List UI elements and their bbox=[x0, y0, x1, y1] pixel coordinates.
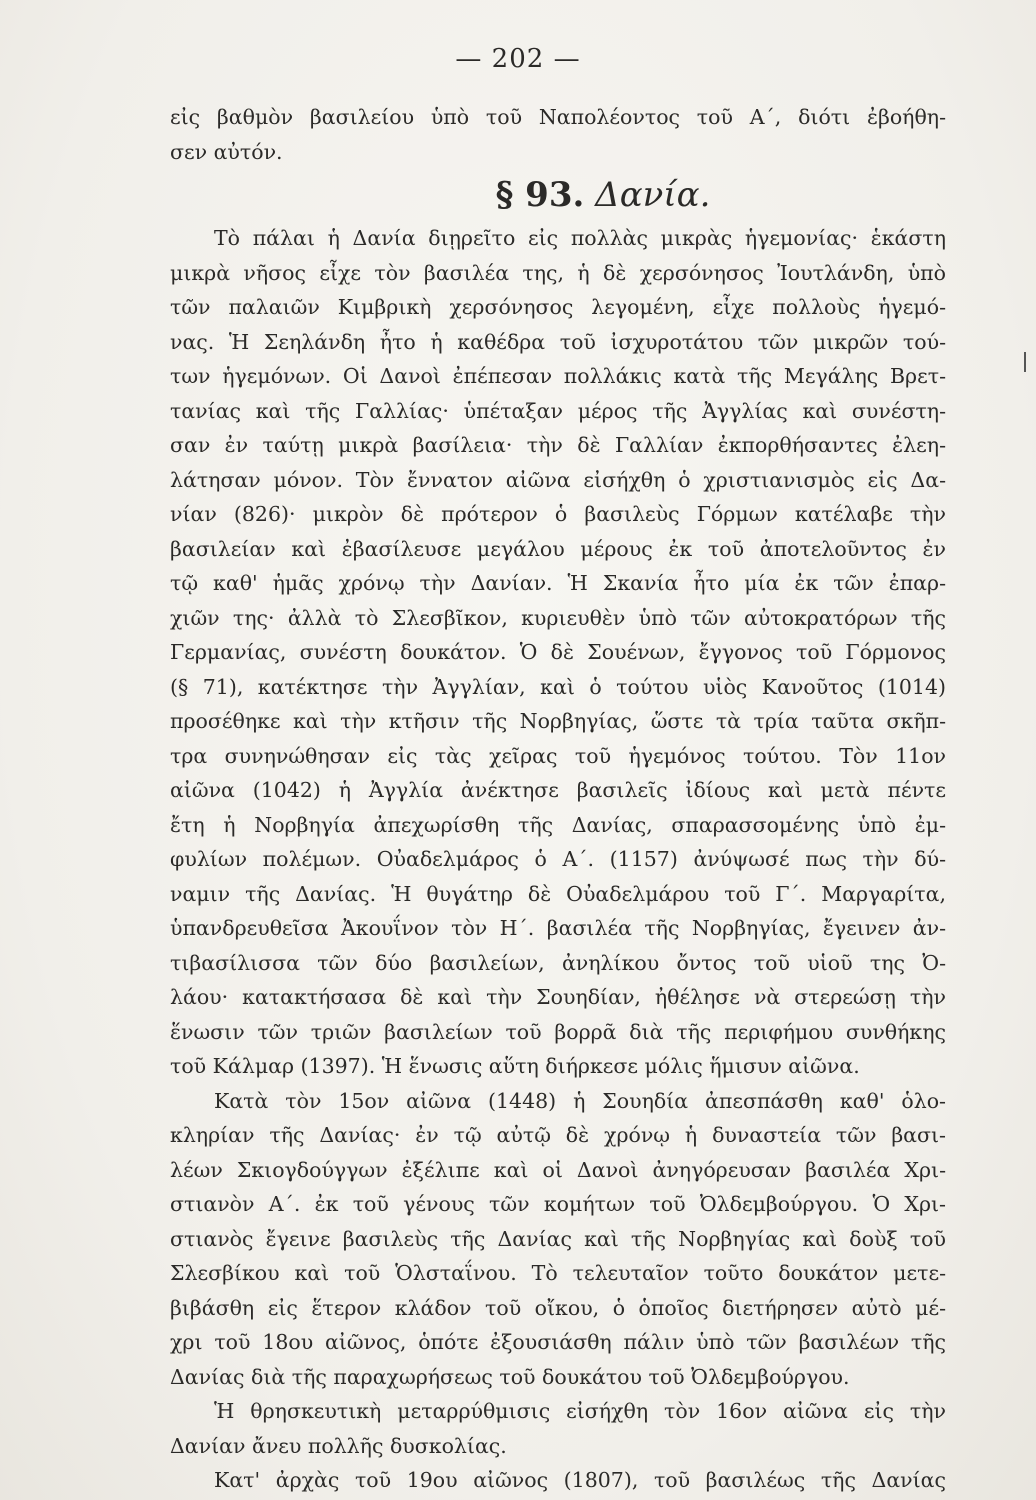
paragraph bbox=[170, 1084, 946, 1395]
text-line: λάτησαν μόνον. Τὸν ἔννατον αἰῶνα εἰσήχθη ὁ χριστιανισμὸς εἰς Δα- bbox=[170, 467, 946, 492]
text-line: σεν αὐτόν. bbox=[170, 139, 283, 164]
text-line: Δανίας διὰ τῆς παραχωρήσεως τοῦ δουκάτου τοῦ Ὀλδεμβούργου. bbox=[170, 1364, 850, 1389]
text-line: χιῶν της· ἀλλὰ τὸ Σλεσβῖκον, κυριευθὲν ὑπὸ τῶν αὐτοκρατόρων τῆς bbox=[170, 605, 946, 630]
text-line: τοῦ Κάλμαρ (1397). Ἡ ἕνωσις αὕτη διήρκεσε μόλις ἥμισυν αἰῶνα. bbox=[170, 1054, 860, 1078]
text-line: Κατ' ἀρχὰς τοῦ 19ου αἰῶνος (1807), τοῦ βασιλέως τῆς Δανίας bbox=[214, 1468, 946, 1492]
text-line: Γερμανίας, συνέστη δουκάτον. Ὁ δὲ Σουένων, ἔγγονος τοῦ Γόρμονος bbox=[170, 640, 946, 664]
text-line: αἰῶνα (1042) ἡ Ἀγγλία ἀνέκτησε βασιλεῖς ἰδίους καὶ μετὰ πέντε bbox=[170, 778, 946, 802]
text-line: κληρίαν τῆς Δανίας· ἐν τῷ αὐτῷ δὲ χρόνῳ ἡ δυναστεία τῶν βασι- bbox=[170, 1123, 946, 1147]
text-line: εἰς βαθμὸν βασιλείου ὑπὸ τοῦ Ναπολέοντος τοῦ Α΄, διότι ἐβοήθη- bbox=[170, 105, 946, 129]
text-line: στιανὸς ἔγεινε βασιλεὺς τῆς Δανίας καὶ τῆς Νορβηγίας καὶ δοὺξ τοῦ bbox=[170, 1226, 946, 1251]
section-title: Δανία. bbox=[595, 175, 711, 215]
text-line: νίαν (826)· μικρὸν δὲ πρότερον ὁ βασιλεὺς Γόρμων κατέλαβε τὴν bbox=[170, 502, 946, 526]
text-line: τῷ καθ' ἡμᾶς χρόνῳ τὴν Δανίαν. Ἡ Σκανία ἦτο μία ἐκ τῶν ἐπαρ- bbox=[170, 571, 946, 595]
text-line: χρι τοῦ 18ου αἰῶνος, ὁπότε ἐξουσιάσθη πάλιν ὑπὸ τῶν βασιλέων τῆς bbox=[170, 1330, 946, 1354]
paragraph bbox=[170, 1463, 946, 1498]
text-line: τρα συνηνώθησαν εἰς τὰς χεῖρας τοῦ ἡγεμόνος τούτου. Τὸν 11ον bbox=[170, 743, 946, 768]
text-line: στιανὸν Α΄. ἐκ τοῦ γένους τῶν κομήτων τοῦ Ὀλδεμβούργου. Ὁ Χρι- bbox=[170, 1192, 946, 1216]
paragraph bbox=[170, 221, 946, 1084]
section-number: § 93. bbox=[495, 175, 585, 215]
paragraph bbox=[170, 1394, 946, 1463]
text-line: τανίας καὶ τῆς Γαλλίας· ὑπέταξαν μέρος τῆς Ἀγγλίας καὶ συνέστη- bbox=[170, 398, 946, 423]
text-line: τιβασίλισσα τῶν δύο βασιλείων, ἀνηλίκου ὄντος τοῦ υἱοῦ της Ὀ- bbox=[170, 950, 946, 975]
text-line: Ἡ θρησκευτικὴ μεταρρύθμισις εἰσήχθη τὸν 16ον αἰῶνα εἰς τὴν bbox=[214, 1399, 946, 1423]
text-line: βιβάσθη εἰς ἕτερον κλάδον τοῦ οἴκου, ὁ ὁποῖος διετήρησεν αὐτὸ μέ- bbox=[170, 1295, 946, 1320]
text-line: ἔτη ἡ Νορβηγία ἀπεχωρίσθη τῆς Δανίας, σπαρασσομένης ὑπὸ ἐμ- bbox=[170, 812, 946, 837]
text-line: (§ 71), κατέκτησε τὴν Ἀγγλίαν, καὶ ὁ τούτου υἱὸς Κανοῦτος (1014) bbox=[170, 674, 946, 699]
text-line: ὑπανδρευθεῖσα Ἀκουΐνον τὸν Η΄. βασιλέα τῆς Νορβηγίας, ἔγεινεν ἀν- bbox=[170, 916, 946, 940]
section-heading bbox=[170, 169, 946, 221]
page-number: — 202 — bbox=[455, 44, 581, 74]
text-line: τῶν παλαιῶν Κιμβρικὴ χερσόνησος λεγομένη, εἶχε πολλοὺς ἡγεμό- bbox=[170, 295, 946, 319]
text-line: φυλίων πολέμων. Οὐαδελμάρος ὁ Α΄. (1157) ἀνύψωσέ πως τὴν δύ- bbox=[170, 847, 946, 871]
text-line: μικρὰ νῆσος εἶχε τὸν βασιλέα της, ἡ δὲ χερσόνησος Ἰουτλάνδη, ὑπὸ bbox=[170, 260, 946, 285]
text-line: λάου· κατακτήσασα δὲ καὶ τὴν Σουηδίαν, ἠθέλησε νὰ στερεώσῃ τὴν bbox=[170, 985, 946, 1009]
page-text bbox=[170, 100, 946, 1498]
text-line: Κατὰ τὸν 15ον αἰῶνα (1448) ἡ Σουηδία ἀπεσπάσθη καθ' ὁλο- bbox=[214, 1088, 946, 1113]
margin-mark bbox=[1024, 352, 1026, 372]
text-line: Δανίαν ἄνευ πολλῆς δυσκολίας. bbox=[170, 1433, 507, 1458]
text-line: ἕνωσιν τῶν τριῶν βασιλείων τοῦ βορρᾶ διὰ τῆς περιφήμου συνθήκης bbox=[170, 1019, 946, 1044]
text-line: ναμιν τῆς Δανίας. Ἡ θυγάτηρ δὲ Οὐαδελμάρου τοῦ Γ΄. Μαργαρίτα, bbox=[170, 881, 946, 906]
text-line: λέων Σκιογδούγγων ἐξέλιπε καὶ οἱ Δανοὶ ἀνηγόρευσαν βασιλέα Χρι- bbox=[170, 1157, 946, 1182]
text-line: βασιλείαν καὶ ἐβασίλευσε μεγάλου μέρους ἐκ τοῦ ἀποτελοῦντος ἐν bbox=[170, 536, 946, 561]
text-line: Σλεσβίκου καὶ τοῦ Ὁλσταΐνου. Τὸ τελευταῖον τοῦτο δουκάτον μετε- bbox=[170, 1261, 946, 1285]
text-line: νας. Ἡ Σεηλάνδη ἦτο ἡ καθέδρα τοῦ ἰσχυροτάτου τῶν μικρῶν τού- bbox=[170, 329, 946, 354]
text-line: Τὸ πάλαι ἡ Δανία διῃρεῖτο εἰς πολλὰς μικρὰς ἡγεμονίας· ἑκάστη bbox=[214, 226, 946, 250]
text-line: σαν ἐν ταύτῃ μικρὰ βασίλεια· τὴν δὲ Γαλλίαν ἐκπορθήσαντες ἐλεη- bbox=[170, 433, 946, 457]
text-line: των ἡγεμόνων. Οἱ Δανοὶ ἐπέπεσαν πολλάκις κατὰ τῆς Μεγάλης Βρετ- bbox=[170, 364, 946, 388]
text-line: προσέθηκε καὶ τὴν κτῆσιν τῆς Νορβηγίας, ὥστε τὰ τρία ταῦτα σκῆπ- bbox=[170, 709, 946, 733]
